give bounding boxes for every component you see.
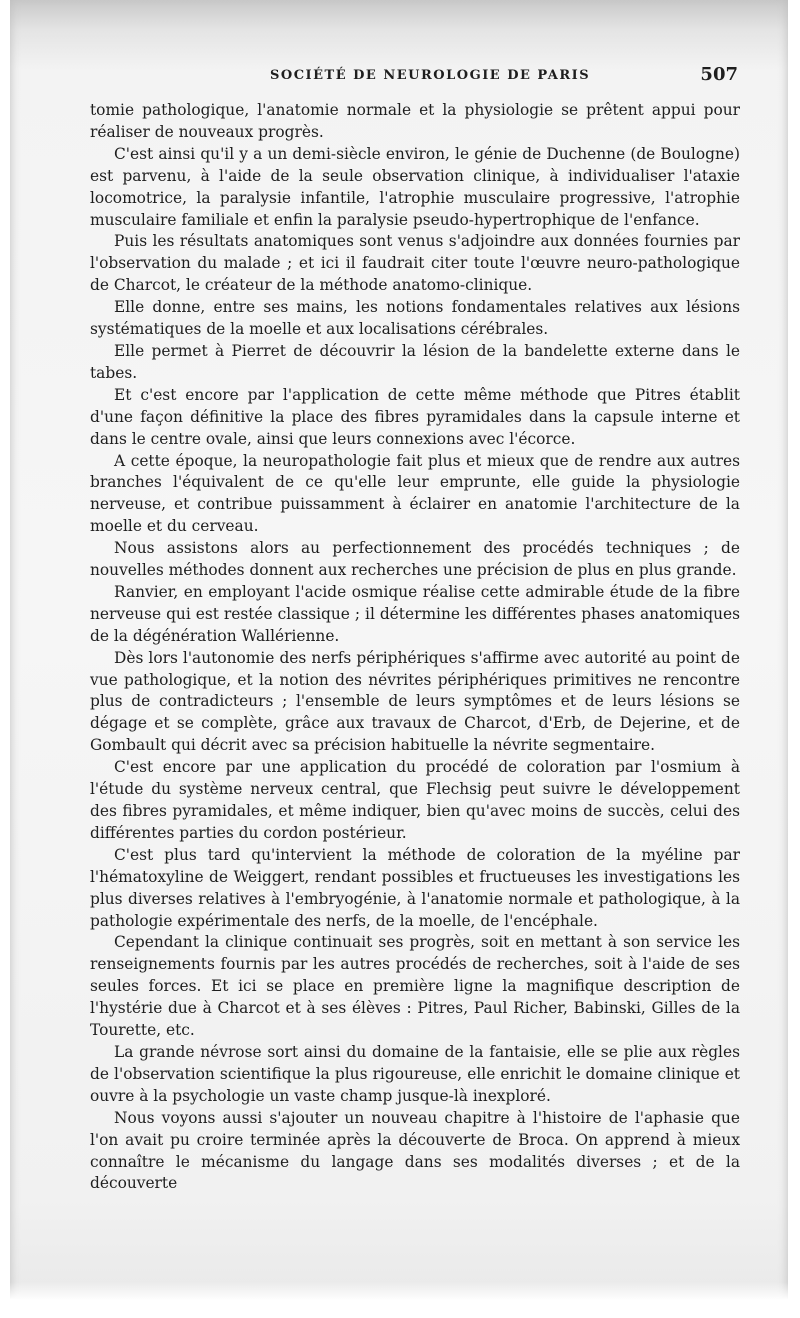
paragraph: Cependant la clinique continuait ses progrès, soit en mettant à son service les renseignements fournis par les autres procédés de recherches, soit à l'aide de ses seules forces. Et ici se place en première ligne la magnifique description de l'hystérie due à Charcot et à ses élèves : Pitres, Paul Richer, Babinski, Gilles de la Tourette, etc. bbox=[90, 933, 740, 1040]
paragraph: Dès lors l'autonomie des nerfs périphériques s'affirme avec autorité au point de vue pathologique, et la notion des névrites périphériques primitives ne rencontre plus de contradicteurs ; l'ensemble de leurs symptômes et de leurs lésions se dégage et se complète, grâce aux travaux de Charcot, d'Erb, de Dejerine, et de Gombault qui décrit avec sa précision habituelle la névrite segmentaire. bbox=[90, 648, 740, 755]
paragraph: tomie pathologique, l'anatomie normale et la physiologie se prêtent appui pour réaliser de nouveaux progrès. bbox=[90, 101, 740, 141]
page-number: 507 bbox=[700, 64, 738, 85]
page-header bbox=[90, 66, 740, 94]
paragraph: A cette époque, la neuropathologie fait plus et mieux que de rendre aux autres branches l'équivalent de ce qu'elle leur emprunte, elle guide la physiologie nerveuse, et contribue puissamment à éclairer en anatomie l'architecture de la moelle et du cerveau. bbox=[90, 451, 740, 536]
document-page bbox=[90, 66, 740, 1195]
paragraph: Elle donne, entre ses mains, les notions fondamentales relatives aux lésions systématiques de la moelle et aux localisations cérébrales. bbox=[90, 298, 740, 339]
paragraph: Nous voyons aussi s'ajouter un nouveau chapitre à l'histoire de l'aphasie que l'on avait pu croire terminée après la découverte de Broca. On apprend à mieux connaître le mécanisme du langage dans ses modalités diverses ; et de la découverte bbox=[90, 1108, 740, 1193]
body-text bbox=[90, 100, 740, 1195]
running-title: SOCIÉTÉ DE NEUROLOGIE DE PARIS bbox=[270, 68, 591, 83]
paragraph: Puis les résultats anatomiques sont venus s'adjoindre aux données fournies par l'observation du malade ; et ici il faudrait citer toute l'œuvre neuro-pathologique de Charcot, le créateur de la méthode anatomo-clinique. bbox=[90, 232, 740, 295]
paragraph: C'est plus tard qu'intervient la méthode de coloration de la myéline par l'hématoxyline de Weiggert, rendant possibles et fructueuses les investigations les plus diverses relatives à l'embryogénie, à l'anatomie normale et pathologique, à la pathologie expérimentale des nerfs, de la moelle, de l'encéphale. bbox=[90, 845, 740, 930]
paragraph: Elle permet à Pierret de découvrir la lésion de la bandelette externe dans le tabes. bbox=[90, 341, 740, 382]
paragraph: La grande névrose sort ainsi du domaine de la fantaisie, elle se plie aux règles de l'observation scientifique la plus rigoureuse, elle enrichit le domaine clinique et ouvre à la psychologie un vaste champ jusque-là inexploré. bbox=[90, 1042, 740, 1105]
paragraph: Et c'est encore par l'application de cette même méthode que Pitres établit d'une façon définitive la place des fibres pyramidales dans la capsule interne et dans le centre ovale, ainsi que leurs connexions avec l'écorce. bbox=[90, 385, 740, 448]
paragraph: C'est encore par une application du procédé de coloration par l'osmium à l'étude du système nerveux central, que Flechsig peut suivre le développement des fibres pyramidales, et même indiquer, bien qu'avec moins de succès, celui des différentes parties du cordon postérieur. bbox=[90, 758, 740, 842]
paragraph: C'est ainsi qu'il y a un demi-siècle environ, le génie de Duchenne (de Boulogne) est parvenu, à l'aide de la seule observation clinique, à individualiser l'ataxie locomotrice, la paralysie infantile, l'atrophie musculaire progressive, l'atrophie musculaire familiale et enfin la paralysie pseudo-hypertrophique de l'enfance. bbox=[90, 144, 740, 229]
paragraph: Nous assistons alors au perfectionnement des procédés techniques ; de nouvelles méthodes donnent aux recherches une précision de plus en plus grande. bbox=[90, 539, 740, 580]
paragraph: Ranvier, en employant l'acide osmique réalise cette admirable étude de la fibre nerveuse qui est restée classique ; il détermine les différentes phases anatomiques de la dégénération Wallérienne. bbox=[90, 582, 740, 645]
